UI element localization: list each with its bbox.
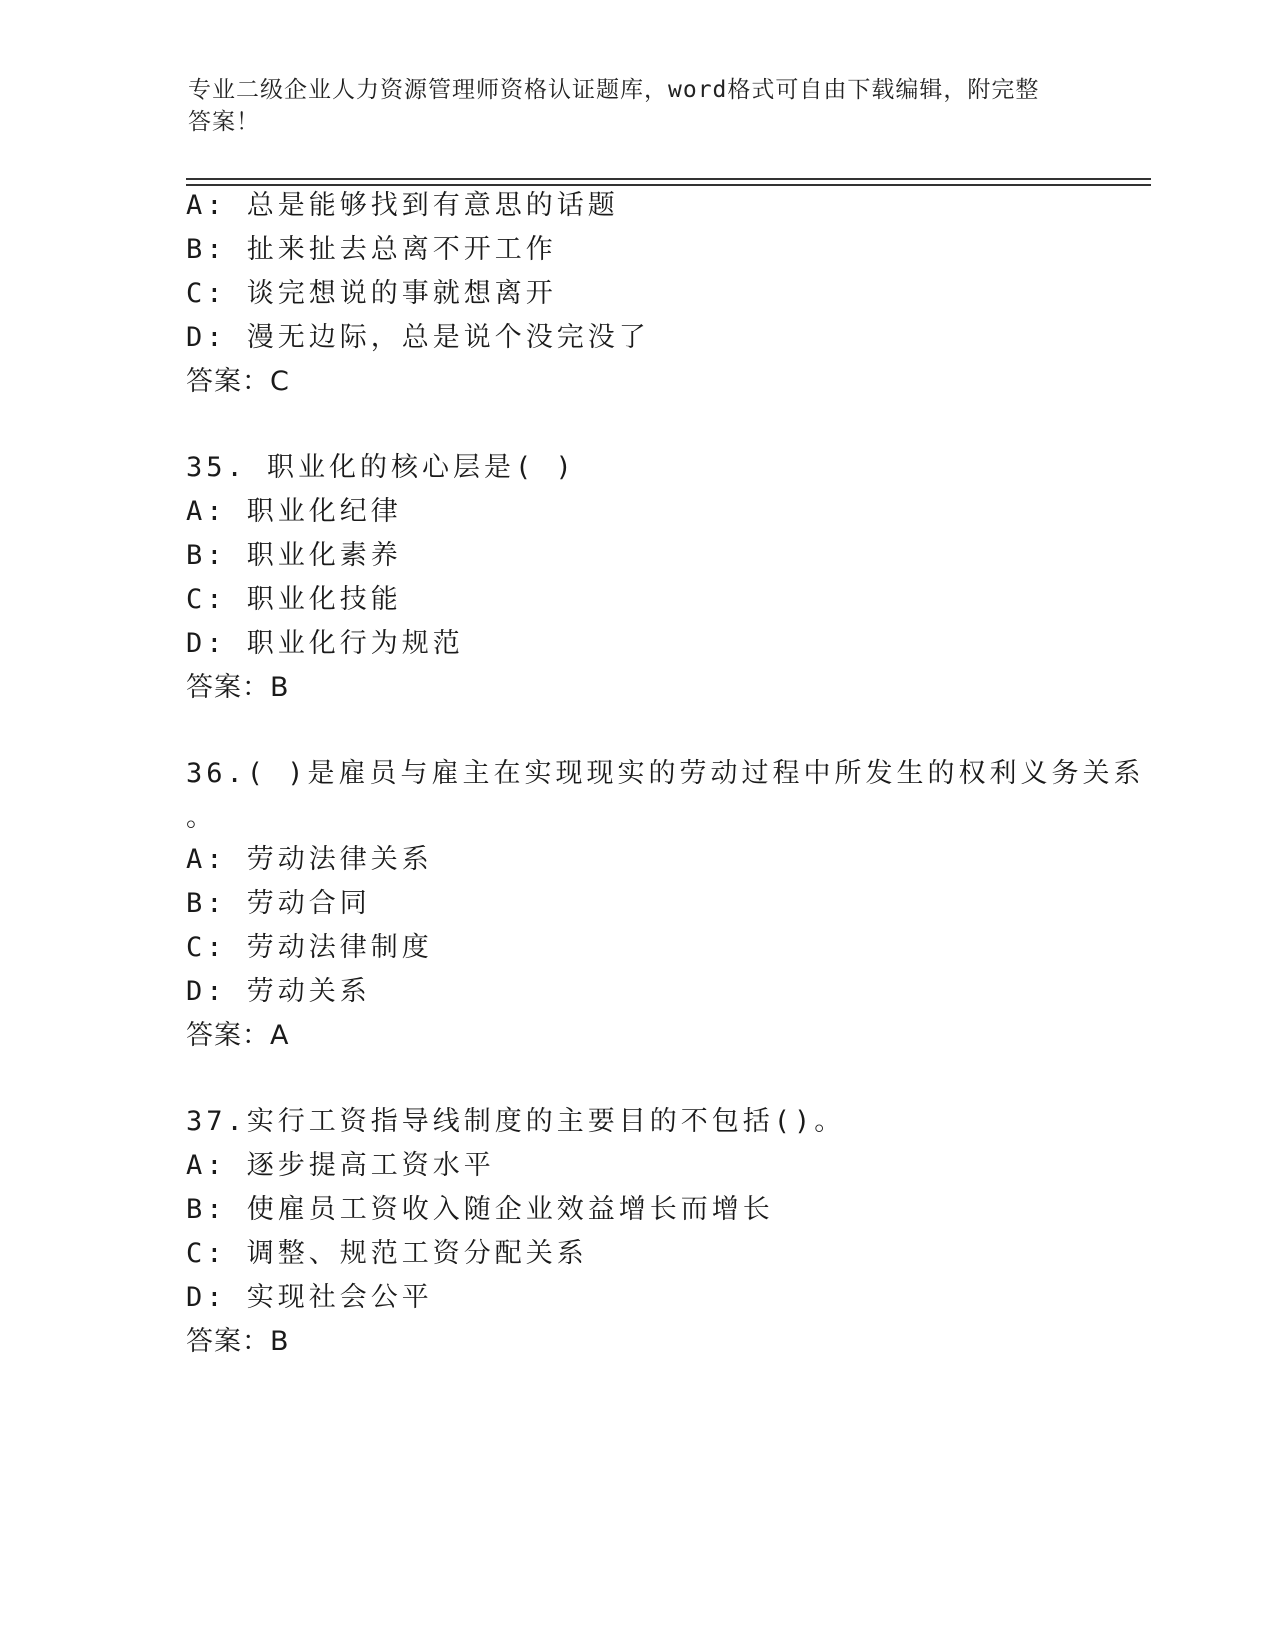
q35-option-c: C: 职业化技能	[186, 584, 402, 615]
q34-option-c: C: 谈完想说的事就想离开	[186, 278, 557, 309]
q37-option-c: C: 调整、规范工资分配关系	[186, 1238, 588, 1269]
q35-option-b: B: 职业化素养	[186, 540, 402, 571]
document-header	[188, 74, 1068, 138]
q37-question: 37.实行工资指导线制度的主要目的不包括()。	[186, 1106, 846, 1137]
header-line-2: 答案！	[188, 109, 260, 135]
q35-option-d: D: 职业化行为规范	[186, 628, 464, 659]
q34-answer: 答案：C	[186, 366, 290, 397]
q34-option-d: D: 漫无边际，总是说个没完没了	[186, 322, 650, 353]
q35-answer: 答案：B	[186, 672, 290, 703]
q36-option-c: C: 劳动法律制度	[186, 932, 433, 963]
header-divider-bottom	[186, 184, 1151, 186]
q36-answer: 答案：A	[186, 1020, 290, 1051]
header-line-1: 专业二级企业人力资源管理师资格认证题库，word格式可自由下载编辑，附完整	[188, 77, 1040, 103]
q35-option-a: A: 职业化纪律	[186, 496, 402, 527]
q37-option-d: D: 实现社会公平	[186, 1282, 433, 1313]
q36-question: 36.( )是雇员与雇主在实现现实的劳动过程中所发生的权利义务关系	[186, 758, 1145, 789]
q35-question: 35. 职业化的核心层是( )	[186, 452, 576, 483]
q37-option-a: A: 逐步提高工资水平	[186, 1150, 495, 1181]
q36-question-continuation: 。	[186, 802, 217, 833]
q36-option-b: B: 劳动合同	[186, 888, 371, 919]
header-divider-top	[186, 178, 1151, 180]
q36-option-a: A: 劳动法律关系	[186, 844, 433, 875]
q37-answer: 答案：B	[186, 1326, 290, 1357]
q36-option-d: D: 劳动关系	[186, 976, 371, 1007]
q37-option-b: B: 使雇员工资收入随企业效益增长而增长	[186, 1194, 774, 1225]
q34-option-b: B: 扯来扯去总离不开工作	[186, 234, 557, 265]
q34-option-a: A: 总是能够找到有意思的话题	[186, 190, 619, 221]
